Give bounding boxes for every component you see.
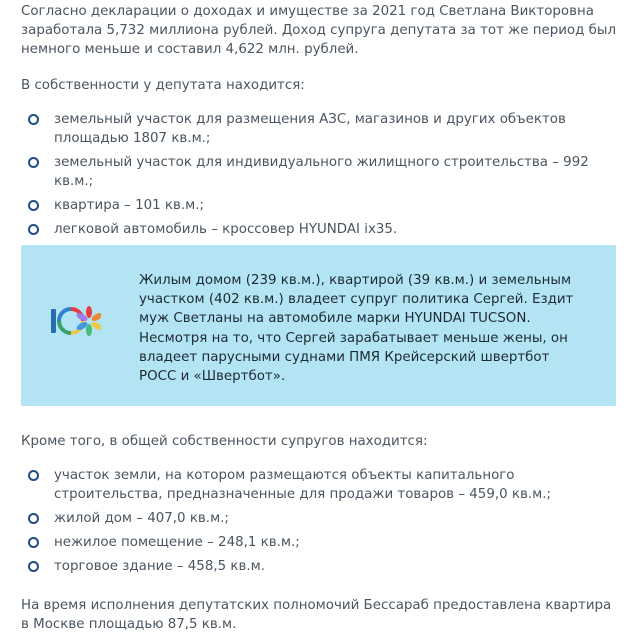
list-item-text: квартира – 101 кв.м.; [54,198,205,213]
outro-paragraph: На время исполнения депутатских полномочий Бессараб предоставлена квартира в Москве площадью 87,5 кв.м. [21,598,612,632]
deputy-property-heading: В собственности у депутата находится: [21,78,305,93]
joint-property-heading: Кроме того, в общей собственности супругов находится: [21,434,428,449]
deputy-property-list [21,110,621,244]
100-years-hands-logo-icon [49,295,101,347]
list-item [21,509,621,528]
list-item [21,533,621,552]
list-item-text: легковой автомобиль – кроссовер HYUNDAI ix35. [54,222,398,237]
circle-bullet-icon [28,157,39,168]
circle-bullet-icon [28,470,39,481]
list-item [21,220,621,239]
list-item [21,153,621,191]
list-item-text: торговое здание – 458,5 кв.м. [54,559,265,574]
circle-bullet-icon [28,114,39,125]
circle-bullet-icon [28,537,39,548]
intro-paragraph: Согласно декларации о доходах и имуществе за 2021 год Светлана Викторовна заработала 5,732 миллиона рублей. Доход супруга депутата за тот же период был немного меньше и составил 4,622 млн. рублей. [21,4,617,57]
joint-property-list [21,466,621,581]
circle-bullet-icon [28,224,39,235]
circle-bullet-icon [28,513,39,524]
callout-box [21,245,616,406]
list-item-text: земельный участок для индивидуального жилищного строительства – 992 кв.м.; [54,155,589,189]
circle-bullet-icon [28,200,39,211]
circle-bullet-icon [28,561,39,572]
list-item-text: жилой дом – 407,0 кв.м.; [54,511,229,526]
list-item [21,466,621,504]
list-item [21,557,621,576]
list-item-text: нежилое помещение – 248,1 кв.м.; [54,535,300,550]
list-item [21,196,621,215]
list-item [21,110,621,148]
callout-text: Жилым домом (239 кв.м.), квартирой (39 кв.м.) и земельным участком (402 кв.м.) владеет супруг политика Сергей. Ездит муж Светланы на автомобиле марки HYUNDAI TUCSON. Несмотря на то, что Сергей зарабатывает меньше жены, он владеет парусными суднами ПМЯ Крейсерский швертбот РОСС и «Швертбот». [139,273,574,385]
list-item-text: участок земли, на котором размещаются объекты капитального строительства, предназначенные для продажи товаров – 459,0 кв.м.; [54,468,551,502]
list-item-text: земельный участок для размещения АЗС, магазинов и других объектов площадью 1807 кв.м.; [54,112,566,146]
